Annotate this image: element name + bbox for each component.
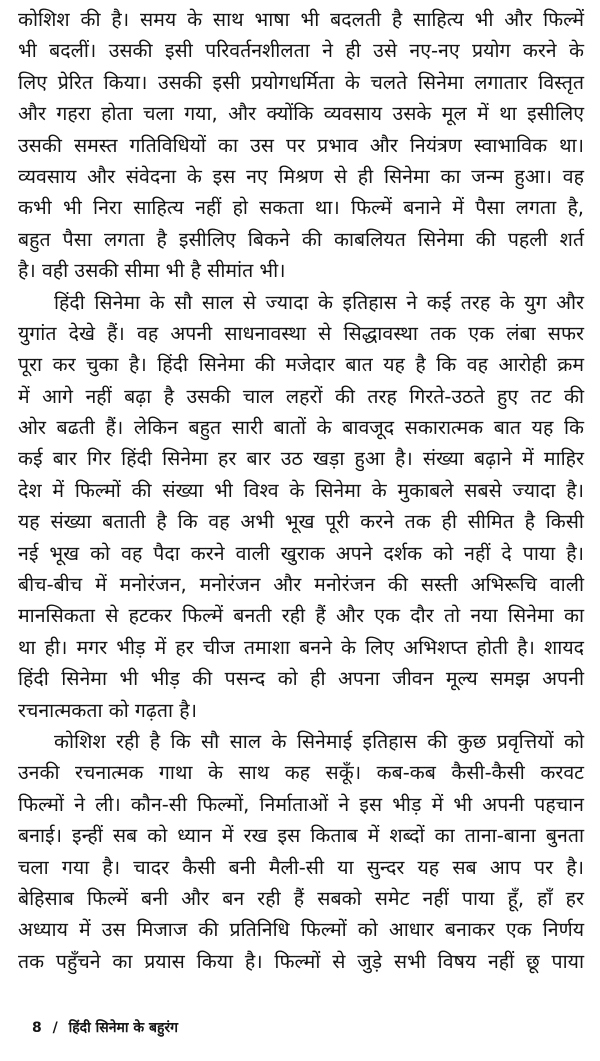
- text-line: हिंदी सिनेमा के सौ साल से ज्यादा के इतिहास ने कई तरह के युग और: [54, 290, 584, 314]
- book-title: हिंदी सिनेमा के बहुरंग: [68, 1020, 179, 1036]
- text-line: उनकी रचनात्मक गाथा के साथ कह सकूँ। कब-कब कैसी-कैसी करवट: [18, 761, 584, 785]
- text-line: उसकी समस्त गतिविधियों का उस पर प्रभाव और नियंत्रण स्वाभाविक था।: [18, 133, 584, 157]
- text-line: व्यवसाय और संवेदना के इस नए मिश्रण से ही सिनेमा का जन्म हुआ। वह: [18, 164, 584, 188]
- text-line: ओर बढती हैं। लेकिन बहुत सारी बातों के बावजूद सकारात्मक बात यह कि: [18, 416, 584, 440]
- page-footer: [32, 1018, 178, 1037]
- text-line: पूरा कर चुका है। हिंदी सिनेमा की मजेदार बात यह है कि वह आरोही क्रम: [18, 353, 584, 377]
- text-line: यह संख्या बताती है कि वह अभी भूख पूरी करने तक ही सीमित है किसी: [18, 510, 584, 534]
- paragraph: [18, 4, 584, 287]
- text-line: फिल्मों ने ली। कौन-सी फिल्मों, निर्माताओं ने इस भीड़ में भी अपनी पहचान: [18, 792, 584, 816]
- text-line: तक पहुँचने का प्रयास किया है। फिल्मों से जुड़े सभी विषय नहीं छू पाया: [18, 949, 584, 973]
- text-line: चला गया है। चादर कैसी बनी मैली-सी या सुन्दर यह सब आप पर है।: [18, 855, 584, 879]
- paragraph: [18, 726, 584, 977]
- text-line: है। वही उसकी सीमा भी है सीमांत भी।: [18, 259, 286, 283]
- text-line: युगांत देखे हैं। वह अपनी साधनावस्था से सिद्धावस्था तक एक लंबा सफर: [18, 321, 584, 345]
- text-line: बहुत पैसा लगता है इसीलिए बिकने की काबलियत सिनेमा की पहली शर्त: [18, 227, 584, 251]
- text-line: मानसिकता से हटकर फिल्में बनती रही हैं और एक दौर तो नया सिनेमा का: [18, 604, 584, 628]
- text-line: भी बदलीं। उसकी इसी परिवर्तनशीलता ने ही उसे नए-नए प्रयोग करने के: [18, 39, 584, 63]
- text-line: बनाई। इन्हीं सब को ध्यान में रख इस किताब में शब्दों का ताना-बाना बुनता: [18, 824, 584, 848]
- text-line: कई बार गिर हिंदी सिनेमा हर बार उठ खड़ा हुआ है। संख्या बढ़ाने में माहिर: [18, 447, 584, 471]
- paragraph: [18, 287, 584, 726]
- text-line: कोशिश की है। समय के साथ भाषा भी बदलती है साहित्य भी और फिल्में: [18, 8, 584, 31]
- text-line: कोशिश रही है कि सौ साल के सिनेमाई इतिहास की कुछ प्रवृत्तियों को: [54, 729, 584, 753]
- text-line: में आगे नहीं बढ़ा है उसकी चाल लहरों की तरह गिरते-उठते हुए तट की: [18, 384, 584, 408]
- footer-separator: /: [52, 1020, 58, 1036]
- page-body: [18, 4, 584, 977]
- text-line: और गहरा होता चला गया, और क्योंकि व्यवसाय उसके मूल में था इसीलिए: [18, 102, 584, 126]
- text-line: लिए प्रेरित किया। उसकी इसी प्रयोगधर्मिता के चलते सिनेमा लगातार विस्तृत: [18, 70, 584, 94]
- text-line: रचनात्मकता को गढ़ता है।: [18, 698, 198, 722]
- text-line: बेहिसाब फिल्में बनी और बन रही हैं सबको समेट नहीं पाया हूँ, हाँ हर: [18, 886, 584, 910]
- text-line: बीच-बीच में मनोरंजन, मनोरंजन और मनोरंजन की सस्ती अभिरूचि वाली: [18, 573, 584, 597]
- text-line: हिंदी सिनेमा भी भीड़ की पसन्द को ही अपना जीवन मूल्य समझ अपनी: [18, 667, 584, 691]
- text-line: अध्याय में उस मिजाज की प्रतिनिधि फिल्मों को आधार बनाकर एक निर्णय: [18, 918, 584, 942]
- text-line: देश में फिल्मों की संख्या भी विश्व के सिनेमा के मुकाबले सबसे ज्यादा है।: [18, 478, 584, 502]
- page-number: 8: [32, 1020, 42, 1036]
- text-line: कभी भी निरा साहित्य नहीं हो सकता था। फिल्में बनाने में पैसा लगता है,: [18, 196, 584, 220]
- text-line: नई भूख को वह पैदा करने वाली खुराक अपने दर्शक को नहीं दे पाया है।: [18, 541, 584, 565]
- text-line: था ही। मगर भीड़ में हर चीज तमाशा बनने के लिए अभिशप्त होती है। शायद: [18, 635, 584, 659]
